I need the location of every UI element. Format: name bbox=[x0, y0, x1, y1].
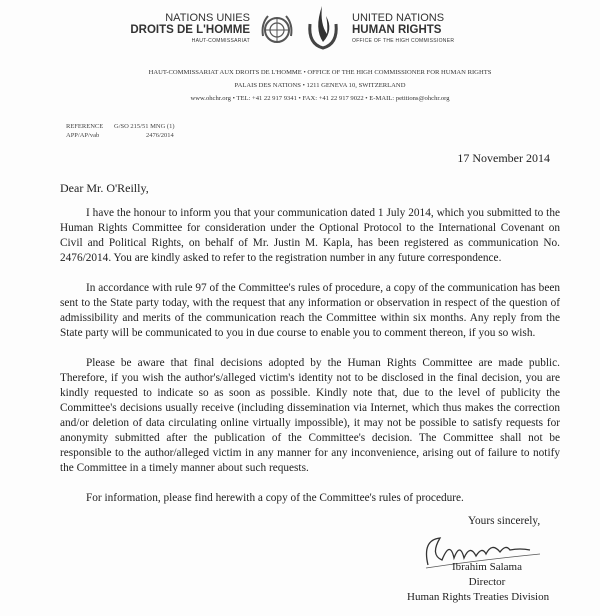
letter-date: 17 November 2014 bbox=[457, 151, 550, 165]
reference-value: G/SO 215/51 MNG (1) bbox=[114, 123, 175, 130]
letterhead-french bbox=[130, 12, 250, 45]
reference-value-2: 2476/2014 bbox=[146, 132, 174, 139]
signatory-block bbox=[407, 560, 550, 605]
signatory-division: Human Rights Treaties Division bbox=[407, 591, 550, 603]
address-line-3: www.ohchr.org • TEL: +41 22 917 9341 • FAX: +41 22 917 9022 • E-MAIL: petitions@ohchr.org bbox=[190, 95, 450, 102]
letterhead-fr-line3: HAUT-COMMISSARIAT bbox=[191, 38, 250, 44]
reference-label: REFERENCE bbox=[66, 123, 104, 130]
address-line-1: HAUT-COMMISSARIAT AUX DROITS DE L'HOMME • OFFICE OF THE HIGH COMMISSIONER FOR HUMAN RIGHTS bbox=[148, 69, 492, 76]
paragraph: In accordance with rule 97 of the Committee's rules of procedure, a copy of the communication has been sent to the State party today, with the request that any information or observation in respect of the question of admissibility and merits of the communication reach the Committee within six months. Any reply from the State party will be communicated to you in due course to enable you to comment thereon, if you so wish. bbox=[60, 282, 560, 339]
letterhead-en-line2: HUMAN RIGHTS bbox=[352, 24, 442, 36]
reference-block bbox=[66, 122, 175, 140]
letter-body bbox=[60, 206, 560, 521]
reference-label-2: APP/AP/vab bbox=[66, 132, 100, 139]
letterhead-english bbox=[352, 12, 454, 45]
ohchr-flame-icon bbox=[300, 4, 346, 52]
salutation: Dear Mr. O'Reilly, bbox=[60, 181, 149, 195]
letterhead-en-line3: OFFICE OF THE HIGH COMMISSIONER bbox=[352, 38, 455, 44]
letterhead-en-line1: UNITED NATIONS bbox=[352, 12, 445, 24]
paragraph: I have the honour to inform you that your communication dated 1 July 2014, which you submitted to the Human Rights Committee for consideration under the Optional Protocol to the International Covenant on Civil and Political Rights, on behalf of Mr. Justin M. Kapla, has been registered as communication No. 2476/2014. You are kindly asked to refer to the registration number in any future correspondence. bbox=[60, 207, 560, 264]
letterhead-fr-line1: NATIONS UNIES bbox=[165, 12, 250, 24]
closing: Yours sincerely, bbox=[468, 515, 541, 527]
signatory-title: Director bbox=[468, 576, 506, 588]
letterhead-fr-line2: DROITS DE L'HOMME bbox=[130, 24, 250, 36]
un-emblem-icon bbox=[258, 10, 296, 50]
signatory-name: Ibrahim Salama bbox=[452, 561, 522, 573]
paragraph: Please be aware that final decisions adopted by the Human Rights Committee are made public. Therefore, if you wish the author's/alleged victim's identity not to be disclosed in the final decision, you are kindly requested to indicate so as soon as possible. Kindly note that, due to the level of publicity the Committee's decisions usually receive (including dissemination via Internet, which thus makes the correction and/or deletion of data circulating online virtually impossible), it may not be possible to satisfy requests for anonymity submitted after the publication of the Committee's decision. The Committee shall not be responsible to the author/alleged victim in any manner for any inconvenience, arising out of failure to notify the Committee in a timely manner about such requests. bbox=[60, 357, 560, 474]
address-line-2: PALAIS DES NATIONS • 1211 GENEVA 10, SWITZERLAND bbox=[234, 82, 406, 89]
paragraph: For information, please find herewith a copy of the Committee's rules of procedure. bbox=[86, 492, 464, 504]
